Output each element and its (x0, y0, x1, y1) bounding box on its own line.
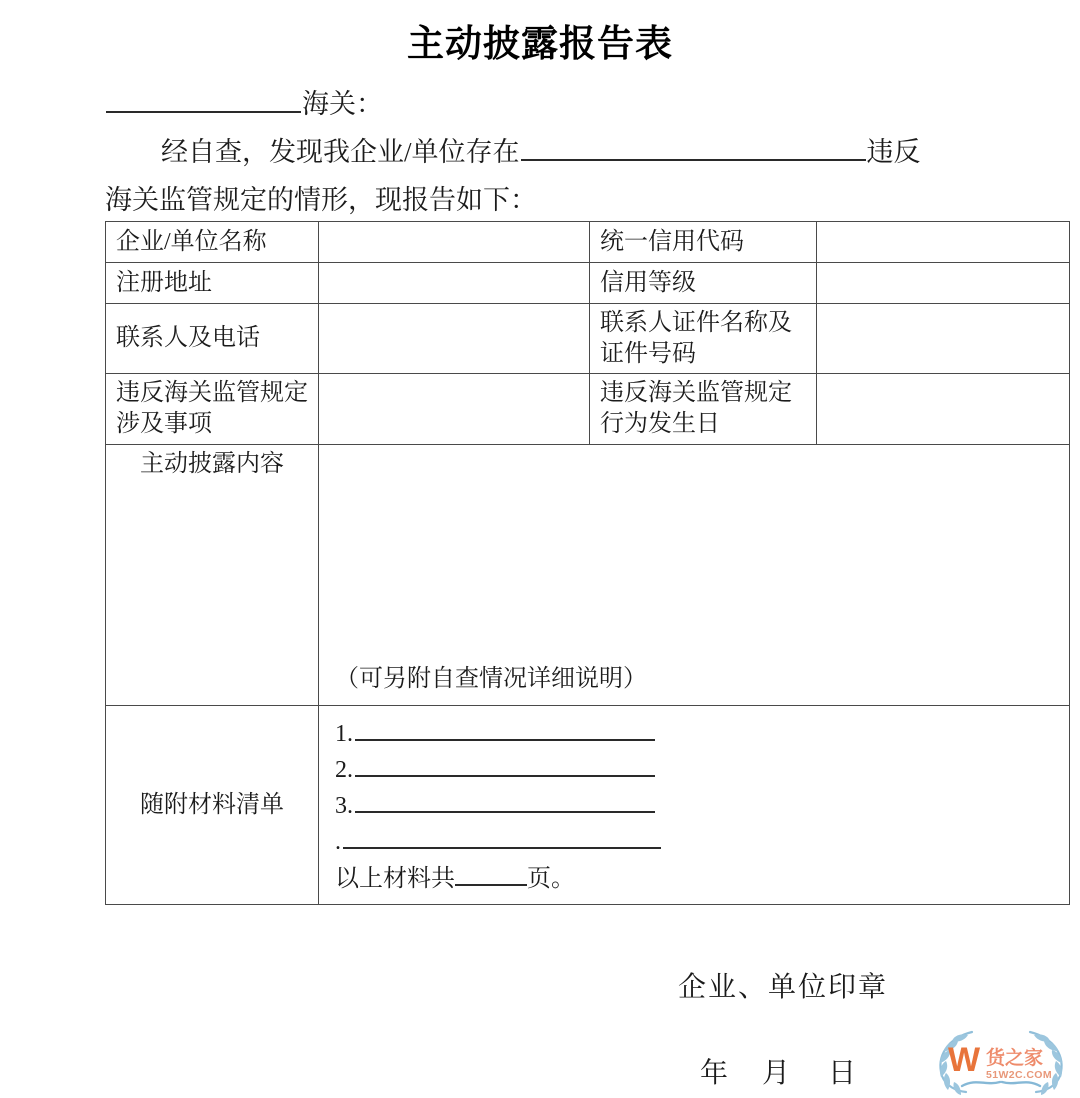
attachment-blank-2[interactable] (355, 753, 655, 777)
attachment-blank-1[interactable] (355, 717, 655, 741)
table-row (106, 304, 1070, 374)
intro-violation-suffix: 违反 (866, 137, 921, 167)
table-row (106, 705, 1070, 904)
field-disclosure-content[interactable] (319, 444, 1070, 705)
date-day-label: 日 (828, 1058, 857, 1089)
field-contact-id[interactable] (817, 304, 1070, 374)
table-row (106, 374, 1070, 444)
intro-line-report (105, 176, 995, 224)
page-title: 主动披露报告表 (407, 23, 673, 64)
intro-violation-prefix: 经自查，发现我企业/单位存在 (161, 137, 520, 167)
table-row (106, 222, 1070, 263)
field-company-name[interactable] (319, 222, 590, 263)
label-contact-phone: 联系人及电话 (106, 304, 319, 374)
disclosure-note: （可另附自查情况详细说明） (335, 666, 647, 693)
watermark-wreath-icon (928, 1026, 1074, 1096)
date-year-label: 年 (700, 1058, 729, 1089)
field-credit-rating[interactable] (817, 263, 1070, 304)
field-violation-date[interactable] (817, 374, 1070, 444)
list-item (335, 824, 1059, 860)
disclosure-form-table (105, 221, 1070, 905)
table-row (106, 444, 1070, 705)
label-registered-address: 注册地址 (106, 263, 319, 304)
label-disclosure-content: 主动披露内容 (106, 444, 319, 705)
attachment-blank-3[interactable] (355, 789, 655, 813)
field-registered-address[interactable] (319, 263, 590, 304)
attachment-total-pages (335, 860, 1059, 898)
field-violation-matters[interactable] (319, 374, 590, 444)
attachment-total-suffix: 页。 (527, 865, 575, 892)
disclosure-content-area[interactable] (329, 449, 1059, 701)
watermark-brand: 货之家 (986, 1048, 1044, 1069)
list-item (335, 716, 1059, 752)
intro-line-customs (105, 80, 995, 128)
customs-name-blank[interactable] (106, 85, 301, 113)
attachment-index-2: 2. (335, 756, 353, 783)
violation-description-blank[interactable] (521, 133, 866, 161)
field-contact-phone[interactable] (319, 304, 590, 374)
attachment-page-count-blank[interactable] (455, 862, 527, 886)
field-credit-code[interactable] (817, 222, 1070, 263)
attachment-index-4: . (335, 828, 341, 855)
label-attachment-list: 随附材料清单 (106, 705, 319, 904)
seal-label: 企业、单位印章 (678, 972, 889, 1003)
watermark-domain: 51W2C.COM (986, 1069, 1053, 1081)
intro-customs-suffix: 海关： (302, 89, 383, 119)
watermark-letter: W (947, 1041, 981, 1079)
table-row (106, 263, 1070, 304)
label-credit-code: 统一信用代码 (590, 222, 817, 263)
list-item (335, 788, 1059, 824)
intro-paragraph (105, 80, 995, 224)
date-month-label: 月 (762, 1058, 791, 1089)
date-line (700, 1051, 856, 1091)
field-attachment-list (319, 705, 1070, 904)
intro-report-text: 海关监管规定的情形，现报告如下： (105, 185, 537, 215)
label-credit-rating: 信用等级 (590, 263, 817, 304)
list-item (335, 752, 1059, 788)
attachment-blank-4[interactable] (343, 825, 661, 849)
attachment-items (329, 710, 1059, 900)
intro-line-violation (105, 128, 995, 176)
attachment-index-1: 1. (335, 720, 353, 747)
label-company-name: 企业/单位名称 (106, 222, 319, 263)
attachment-total-prefix: 以上材料共 (335, 865, 455, 892)
label-contact-id: 联系人证件名称及证件号码 (590, 304, 817, 374)
attachment-index-3: 3. (335, 792, 353, 819)
watermark-logo (928, 1026, 1074, 1096)
label-violation-matters: 违反海关监管规定涉及事项 (106, 374, 319, 444)
label-violation-date: 违反海关监管规定行为发生日 (590, 374, 817, 444)
